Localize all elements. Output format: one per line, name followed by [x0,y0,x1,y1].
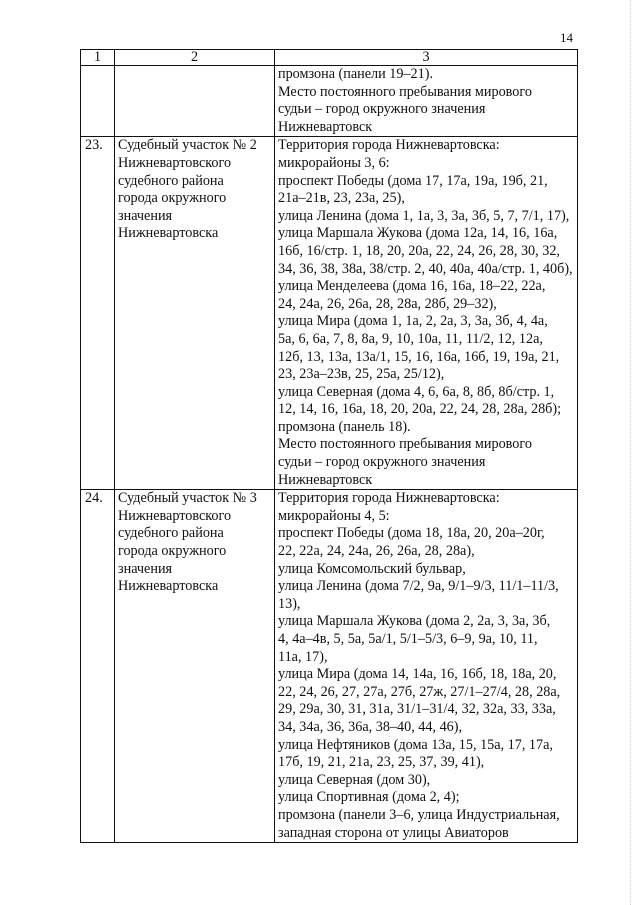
territory-line: промзона (панели 3–6, улица Индустриальная, [278,806,560,823]
territory-line: проспект Победы (дома 17, 17а, 19а, 19б, 21, [278,172,548,189]
row-number [81,66,115,137]
territory-line: улица Северная (дом 30), [278,771,431,788]
territory-line: 13), [278,595,301,612]
table-body [81,66,578,843]
territory-line: Территория города Нижневартовска: [278,490,500,507]
territory-line: 12, 14, 16, 16а, 18, 20, 20а, 22, 24, 28, 28а, 28б); [278,401,562,418]
territory-line: улица Менделеева (дома 16, 16а, 18–22, 22а, [278,278,546,295]
territory-line: 17б, 19, 21, 21а, 23, 25, 37, 39, 41), [278,754,485,771]
territory-line: улица Маршала Жукова (дома 12а, 14, 16, 16а, [278,225,558,242]
court-district-name-line: судебного района [118,525,224,542]
page-number: 14 [560,30,573,45]
row-number: 24. [81,490,115,843]
territory-line: улица Комсомольский бульвар, [278,560,466,577]
court-district-name-line: Нижневартовска [118,578,219,595]
header-col-1: 1 [81,50,115,66]
row-number: 23. [81,137,115,490]
territory-line: улица Нефтяников (дома 13а, 15, 15а, 17, 17а, [278,736,553,753]
territory-line: 11а, 17), [278,648,328,665]
header-col-3: 3 [275,50,578,66]
territory-line: улица Спортивная (дома 2, 4); [278,789,460,806]
court-district-name-line: Нижневартовска [118,225,219,242]
territory-line: Место постоянного пребывания мирового [278,436,532,453]
territory-line: 5а, 6, 6а, 7, 8, 8а, 9, 10, 10а, 11, 11/2, 12, 12а, [278,330,543,347]
territory-line: проспект Победы (дома 18, 18а, 20, 20а–20г, [278,525,545,542]
territory-line: улица Мира (дома 1, 1а, 2, 2а, 3, 3а, 3б, 4, 4а, [278,313,548,330]
table-row [81,137,578,490]
territory-line: Нижневартовск [278,471,373,488]
territory-line: 21а–21в, 23, 23а, 25), [278,190,405,207]
territory-line: западная сторона от улицы Авиаторов [278,824,509,841]
table-row [81,490,578,843]
territory-line: улица Мира (дома 14, 14а, 16, 16б, 18, 18а, 20, [278,666,557,683]
territory-line: улица Северная (дома 4, 6, 6а, 8, 8б, 8б/стр. 1, [278,383,555,400]
scan-edge [630,0,640,905]
court-district-name-line: Нижневартовского [118,154,232,171]
territory-line: микрорайоны 3, 6: [278,154,390,171]
table-header-row [81,50,578,66]
territory-line: 12б, 13, 13а, 13а/1, 15, 16, 16а, 16б, 19, 19а, 21, [278,348,560,365]
territory-description [275,66,578,137]
territory-description [275,490,578,843]
court-district-name-line: города окружного [118,543,227,560]
territory-line: промзона (панель 18). [278,418,411,435]
territory-line: судьи – город окружного значения [278,454,486,471]
territory-line: Нижневартовск [278,118,373,135]
territory-line: 16б, 16/стр. 1, 18, 20, 20а, 22, 24, 26, 28, 30, 32, [278,242,560,259]
territory-line: Место постоянного пребывания мирового [278,83,532,100]
territory-line: 34, 34а, 36, 36а, 38–40, 44, 46), [278,718,463,735]
territory-line: судьи – город окружного значения [278,101,486,118]
court-district-name-line: Судебный участок № 2 [118,137,257,154]
territory-line: 24, 24а, 26, 26а, 28, 28а, 28б, 29–32), [278,295,497,312]
table-row [81,66,578,137]
territory-line: 22, 22а, 24, 24а, 26, 26а, 28, 28а), [278,543,475,560]
court-district-name-line: значения [118,207,173,224]
territory-line: 22, 24, 26, 27, 27а, 27б, 27ж, 27/1–27/4, 28, 28а, [278,683,561,700]
territory-line: промзона (панели 19–21). [278,66,434,82]
territory-line: улица Ленина (дома 7/2, 9а, 9/1–9/3, 11/1–11/3, [278,578,559,595]
territory-description [275,137,578,490]
court-district-name-line: Судебный участок № 3 [118,490,257,507]
court-district-name-line: судебного района [118,172,224,189]
territory-line: 23, 23а–23в, 25, 25а, 25/12), [278,366,445,383]
header-col-2: 2 [115,50,275,66]
territory-line: 4, 4а–4в, 5, 5а, 5а/1, 5/1–5/3, 6–9, 9а, 10, 11, [278,631,538,647]
court-district-name-line: Нижневартовского [118,507,232,524]
court-district-name [115,490,275,843]
territory-line: микрорайоны 4, 5: [278,507,390,524]
territory-line: Территория города Нижневартовска: [278,137,500,154]
territory-line: 29, 29а, 30, 31, 31а, 31/1–31/4, 32, 32а, 33, 33а, [278,701,556,718]
table-header [81,50,578,66]
territory-line: 34, 36, 38, 38а, 38/стр. 2, 40, 40а, 40а/стр. 1, 40б), [278,260,573,277]
territory-line: улица Ленина (дома 1, 1а, 3, 3а, 3б, 5, 7, 7/1, 17), [278,207,570,224]
court-district-name-line: города окружного [118,190,227,207]
court-district-name [115,66,275,137]
territory-line: улица Маршала Жукова (дома 2, 2а, 3, 3а, 3б, [278,613,551,630]
court-districts-table [80,49,578,843]
court-district-name [115,137,275,490]
court-district-name-line: значения [118,560,173,577]
